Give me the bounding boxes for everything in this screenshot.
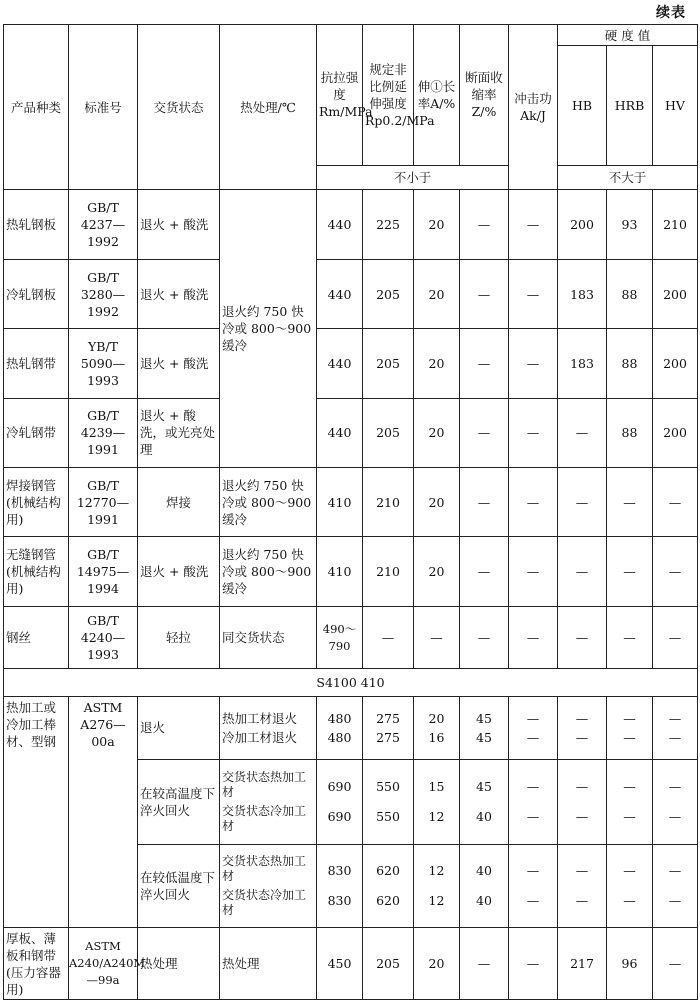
a-cell (414, 844, 460, 928)
value: — (575, 778, 589, 794)
product-cell: 焊接钢管(机械结构用) (4, 468, 69, 537)
header-elongation: 伸①长率A/% (414, 25, 460, 166)
rp-cell (363, 760, 414, 845)
heat-line: 热加工材退火 (222, 710, 298, 726)
delivery-cell: 在较低温度下淬火回火 (138, 844, 220, 928)
hb-cell: 200 (558, 190, 607, 259)
rm-cell (317, 844, 363, 928)
hrb-cell: — (607, 537, 653, 606)
standard-cell: GB/T 4240—1993 (69, 606, 138, 668)
value: 12 (428, 808, 445, 824)
ak-cell (509, 844, 558, 928)
rp-cell: 210 (363, 468, 414, 537)
rm-cell: 490～790 (317, 606, 363, 668)
rp-cell (363, 696, 414, 759)
hrb-cell: — (607, 468, 653, 537)
header-not-more: 不大于 (558, 165, 698, 190)
value: — (575, 893, 589, 909)
a-cell: 20 (414, 190, 460, 259)
hv-cell: 210 (653, 190, 698, 259)
hv-cell: — (653, 606, 698, 668)
ak-cell: — (509, 606, 558, 668)
delivery-cell: 焊接 (138, 468, 220, 537)
value: 275 (376, 729, 400, 745)
value: 830 (327, 863, 352, 879)
z-cell: — (460, 329, 509, 398)
hrb-cell (607, 696, 653, 759)
hrb-cell: 93 (607, 190, 653, 259)
rp-cell: 205 (363, 259, 414, 328)
hb-cell: 183 (558, 329, 607, 398)
hv-cell (653, 696, 698, 759)
value: 15 (428, 778, 445, 794)
section-title: S4100 410 (4, 669, 698, 697)
value: 480 (327, 710, 352, 726)
z-cell: — (460, 468, 509, 537)
product-cell: 厚板、薄板和钢带(压力容器用) (4, 928, 69, 1000)
hrb-cell: 96 (607, 928, 653, 1000)
ak-cell: — (509, 329, 558, 398)
hv-cell: 200 (653, 259, 698, 328)
product-cell: 热轧钢带 (4, 329, 69, 398)
table-row (4, 537, 698, 606)
value: — (526, 710, 540, 726)
value: — (623, 893, 636, 909)
heat-cell (220, 760, 317, 845)
a-cell: 20 (414, 468, 460, 537)
header-hv: HV (653, 46, 698, 165)
header-impact: 冲击功Ak/J (509, 25, 558, 190)
value: 620 (376, 863, 400, 879)
rm-cell: 410 (317, 468, 363, 537)
z-cell: — (460, 928, 509, 1000)
header-yield: 规定非比例延伸强度Rp0.2/MPa (363, 25, 414, 166)
value: 690 (327, 808, 352, 824)
a-cell: 20 (414, 398, 460, 467)
ak-cell (509, 760, 558, 845)
hv-cell (653, 760, 698, 845)
value: 45 (476, 729, 492, 745)
header-tensile: 抗拉强度Rm/MPa (317, 25, 363, 166)
rp-cell: 205 (363, 329, 414, 398)
hrb-cell: 88 (607, 259, 653, 328)
header-delivery: 交货状态 (138, 25, 220, 190)
value: — (623, 808, 636, 824)
table-row (4, 468, 698, 537)
value: — (526, 778, 540, 794)
hb-cell (558, 844, 607, 928)
product-cell: 热轧钢板 (4, 190, 69, 259)
value: — (668, 863, 682, 879)
value: 480 (327, 729, 352, 745)
ak-cell: — (509, 537, 558, 606)
hv-cell: 200 (653, 398, 698, 467)
a-cell: 20 (414, 259, 460, 328)
table-row (4, 696, 698, 759)
value: — (575, 863, 589, 879)
delivery-cell: 在较高温度下淬火回火 (138, 760, 220, 845)
header-standard: 标准号 (69, 25, 138, 190)
standard-cell: GB/T 14975—1994 (69, 537, 138, 606)
a-cell: 20 (414, 537, 460, 606)
header-heat: 热处理/℃ (220, 25, 317, 190)
value: — (668, 893, 682, 909)
rp-cell (363, 844, 414, 928)
table-row (4, 398, 698, 467)
header-not-less: 不小于 (317, 165, 509, 190)
rp-cell: 225 (363, 190, 414, 259)
rp-cell: 210 (363, 537, 414, 606)
hv-cell (653, 844, 698, 928)
heat-line: 交货状态热加工材 (222, 769, 307, 799)
table-row (4, 606, 698, 668)
value: 20 (428, 710, 445, 726)
heat-cell (220, 696, 317, 759)
product-cell: 无缝钢管(机械结构用) (4, 537, 69, 606)
value: — (623, 778, 636, 794)
table-row (4, 190, 698, 259)
heat-cell: 同交货状态 (220, 606, 317, 668)
value: — (668, 710, 682, 726)
header-hardness: 硬 度 值 (558, 25, 698, 46)
standard-cell: GB/T 12770—1991 (69, 468, 138, 537)
hb-cell: — (558, 537, 607, 606)
value: — (526, 808, 540, 824)
value: 620 (376, 893, 400, 909)
heat-cell-shared: 退火约 750 快冷或 800～900 缓冷 (220, 190, 317, 468)
standard-cell: ASTM A276—00a (69, 696, 138, 928)
hb-cell: — (558, 468, 607, 537)
ak-cell: — (509, 190, 558, 259)
value: — (623, 863, 636, 879)
ak-cell: — (509, 928, 558, 1000)
value: 45 (476, 710, 492, 726)
table-row (4, 329, 698, 398)
a-cell (414, 760, 460, 845)
hv-cell: — (653, 928, 698, 1000)
value: 16 (428, 729, 445, 745)
heat-cell (220, 844, 317, 928)
table-row (4, 259, 698, 328)
z-cell: — (460, 259, 509, 328)
rm-cell: 440 (317, 329, 363, 398)
value: 40 (476, 893, 492, 909)
value: — (668, 729, 682, 745)
heat-cell: 热处理 (220, 928, 317, 1000)
rp-cell: 205 (363, 398, 414, 467)
z-cell: — (460, 606, 509, 668)
a-cell: 20 (414, 329, 460, 398)
a-cell (414, 696, 460, 759)
hrb-cell (607, 844, 653, 928)
value: 275 (376, 710, 400, 726)
z-cell (460, 696, 509, 759)
value: — (526, 729, 540, 745)
header-hb: HB (558, 46, 607, 165)
hv-cell: — (653, 537, 698, 606)
ak-cell: — (509, 398, 558, 467)
hb-cell (558, 760, 607, 845)
value: 40 (476, 808, 492, 824)
ak-cell: — (509, 259, 558, 328)
value: 550 (376, 808, 400, 824)
a-cell: 20 (414, 928, 460, 1000)
hrb-cell: 88 (607, 398, 653, 467)
hb-cell: 183 (558, 259, 607, 328)
value: — (526, 863, 540, 879)
value: — (668, 778, 682, 794)
delivery-cell: 退火 + 酸洗 (138, 259, 220, 328)
standard-cell: GB/T 4237—1992 (69, 190, 138, 259)
ak-cell (509, 696, 558, 759)
hv-cell: 200 (653, 329, 698, 398)
value: — (575, 729, 589, 745)
hrb-cell (607, 760, 653, 845)
hb-cell: — (558, 398, 607, 467)
value: 12 (428, 893, 445, 909)
rm-cell: 450 (317, 928, 363, 1000)
product-cell: 冷轧钢板 (4, 259, 69, 328)
z-cell: — (460, 398, 509, 467)
standard-cell: GB/T 4239—1991 (69, 398, 138, 467)
value: — (623, 710, 636, 726)
ak-cell: — (509, 468, 558, 537)
heat-line: 冷加工材退火 (222, 729, 298, 745)
delivery-cell: 退火 + 酸洗，或光亮处理 (138, 398, 220, 467)
z-cell (460, 844, 509, 928)
rp-cell: 205 (363, 928, 414, 1000)
delivery-cell: 退火 + 酸洗 (138, 329, 220, 398)
hb-cell (558, 696, 607, 759)
value: 12 (428, 863, 445, 879)
product-cell: 冷轧钢带 (4, 398, 69, 467)
value: 45 (476, 778, 492, 794)
heat-cell: 退火约 750 快冷或 800～900 缓冷 (220, 537, 317, 606)
value: 830 (327, 893, 352, 909)
rm-cell: 440 (317, 190, 363, 259)
z-cell: — (460, 190, 509, 259)
z-cell: — (460, 537, 509, 606)
heat-cell: 退火约 750 快冷或 800～900 缓冷 (220, 468, 317, 537)
value: — (668, 808, 682, 824)
standard-cell: GB/T 3280—1992 (69, 259, 138, 328)
rm-cell: 440 (317, 398, 363, 467)
delivery-cell: 退火 + 酸洗 (138, 537, 220, 606)
z-cell (460, 760, 509, 845)
standard-cell: YB/T 5090—1993 (69, 329, 138, 398)
hv-cell: — (653, 468, 698, 537)
header-product: 产品种类 (4, 25, 69, 190)
rm-cell: 440 (317, 259, 363, 328)
heat-line: 交货状态冷加工材 (222, 888, 307, 918)
value: — (526, 893, 540, 909)
delivery-cell: 退火 (138, 696, 220, 759)
delivery-cell: 退火 + 酸洗 (138, 190, 220, 259)
rp-cell: — (363, 606, 414, 668)
rm-cell (317, 760, 363, 845)
heat-line: 交货状态热加工材 (222, 854, 307, 884)
hrb-cell: — (607, 606, 653, 668)
delivery-cell: 轻拉 (138, 606, 220, 668)
property-table (3, 24, 698, 1000)
value: 550 (376, 778, 400, 794)
value: — (575, 808, 589, 824)
header-reduction: 断面收缩率Z/% (460, 25, 509, 166)
rm-cell (317, 696, 363, 759)
product-cell: 钢丝 (4, 606, 69, 668)
hrb-cell: 88 (607, 329, 653, 398)
continued-label: 续表 (656, 5, 686, 21)
value: 40 (476, 863, 492, 879)
rm-cell: 410 (317, 537, 363, 606)
value: — (623, 729, 636, 745)
standard-cell: ASTM A240/A240M—99a (69, 928, 138, 1000)
hb-cell: — (558, 606, 607, 668)
heat-line: 交货状态冷加工材 (222, 803, 307, 833)
header-hrb: HRB (607, 46, 653, 165)
a-cell: — (414, 606, 460, 668)
value: — (575, 710, 589, 726)
product-cell: 热加工或冷加工棒材、型钢 (4, 696, 69, 928)
delivery-cell: 热处理 (138, 928, 220, 1000)
table-row (4, 928, 698, 1000)
value: 690 (327, 778, 352, 794)
hb-cell: 217 (558, 928, 607, 1000)
